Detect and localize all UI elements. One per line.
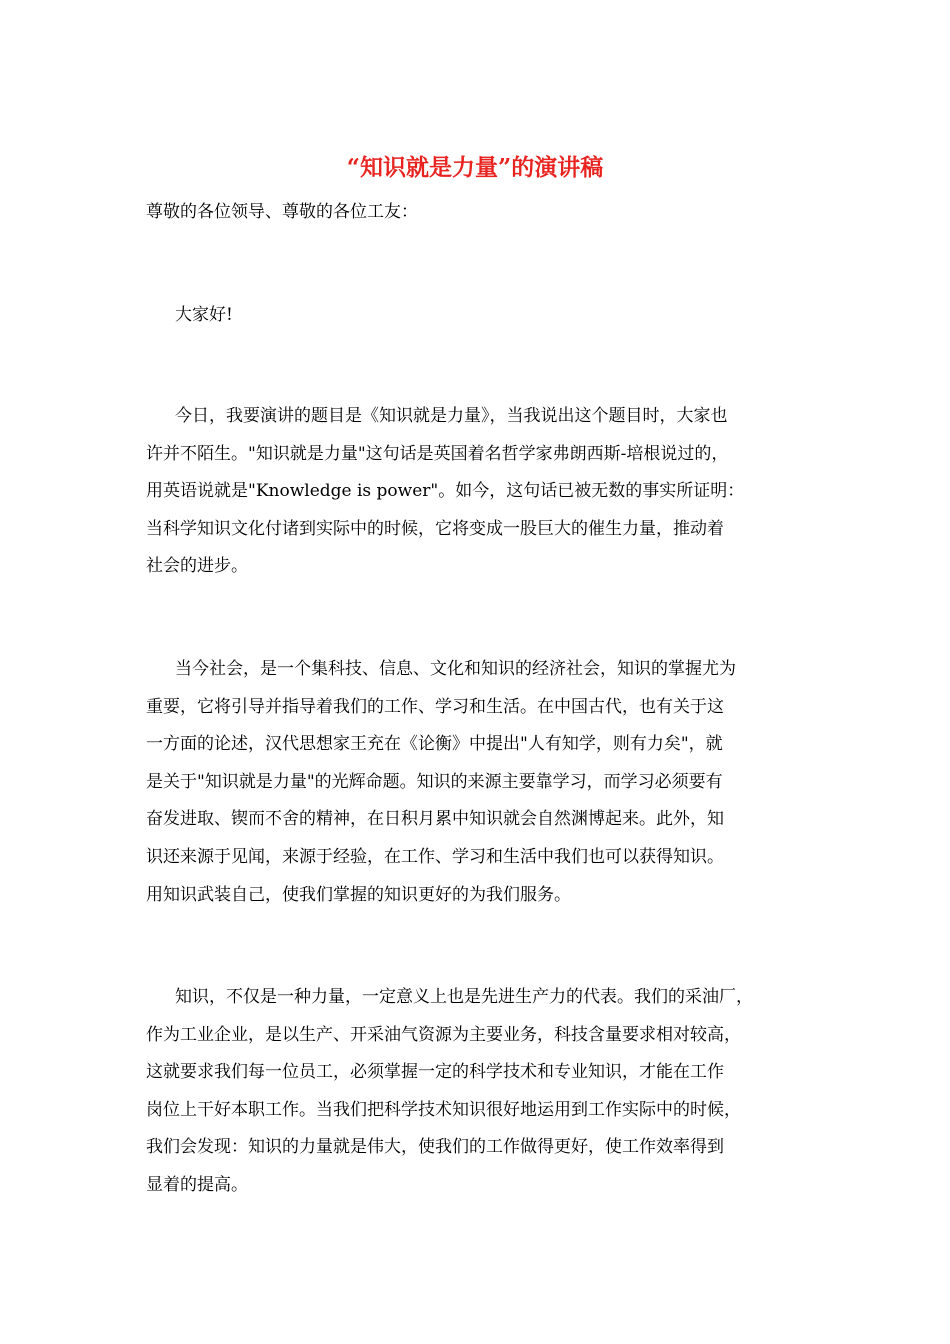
paragraph-line: 显着的提高。 <box>146 1174 248 1195</box>
paragraph-line: 识还来源于见闻，来源于经验，在工作、学习和生活中我们也可以获得知识。 <box>146 846 724 867</box>
paragraph-line: 是关于"知识就是力量"的光辉命题。知识的来源主要靠学习，而学习必须要有 <box>146 771 723 792</box>
paragraph-line: 社会的进步。 <box>146 556 248 577</box>
greeting-line: 大家好! <box>175 305 233 325</box>
paragraph-line: 许并不陌生。"知识就是力量"这句话是英国着名哲学家弗朗西斯-培根说过的， <box>146 443 729 464</box>
paragraph-line: 今日，我要演讲的题目是《知识就是力量》，当我说出这个题目时，大家也 <box>175 406 728 426</box>
paragraph-2 <box>146 651 816 914</box>
paragraph-line: 奋发进取、锲而不舍的精神，在日积月累中知识就会自然渊博起来。此外，知 <box>146 809 724 830</box>
salutation: 尊敬的各位领导、尊敬的各位工友： <box>146 202 418 222</box>
paragraph-line: 当科学知识文化付诸到实际中的时候，它将变成一股巨大的催生力量，推动着 <box>146 518 724 539</box>
paragraph-line: 一方面的论述，汉代思想家王充在《论衡》中提出"人有知学，则有力矣"，就 <box>146 734 723 755</box>
paragraph-1 <box>146 398 816 586</box>
paragraph-line: 这就要求我们每一位员工，必须掌握一定的科学技术和专业知识，才能在工作 <box>146 1062 724 1083</box>
paragraph-line: 用知识武装自己，使我们掌握的知识更好的为我们服务。 <box>146 884 571 905</box>
paragraph-line: 岗位上干好本职工作。当我们把科学技术知识很好地运用到工作实际中的时候， <box>146 1099 741 1120</box>
paragraph-line: 重要，它将引导并指导着我们的工作、学习和生活。在中国古代，也有关于这 <box>146 696 724 717</box>
paragraph-3 <box>146 979 816 1205</box>
paragraph-line: 知识，不仅是一种力量，一定意义上也是先进生产力的代表。我们的采油厂， <box>175 987 753 1007</box>
document-title: “知识就是力量”的演讲稿 <box>346 154 604 181</box>
paragraph-line: 当今社会，是一个集科技、信息、文化和知识的经济社会，知识的掌握尤为 <box>175 659 736 679</box>
paragraph-line: 作为工业企业，是以生产、开采油气资源为主要业务，科技含量要求相对较高， <box>146 1024 741 1045</box>
paragraph-line: 我们会发现：知识的力量就是伟大，使我们的工作做得更好，使工作效率得到 <box>146 1137 724 1158</box>
paragraph-line: 用英语说就是"Knowledge is power"。如今，这句话已被无数的事实所证明： <box>146 481 745 502</box>
greeting-paragraph <box>146 297 816 335</box>
